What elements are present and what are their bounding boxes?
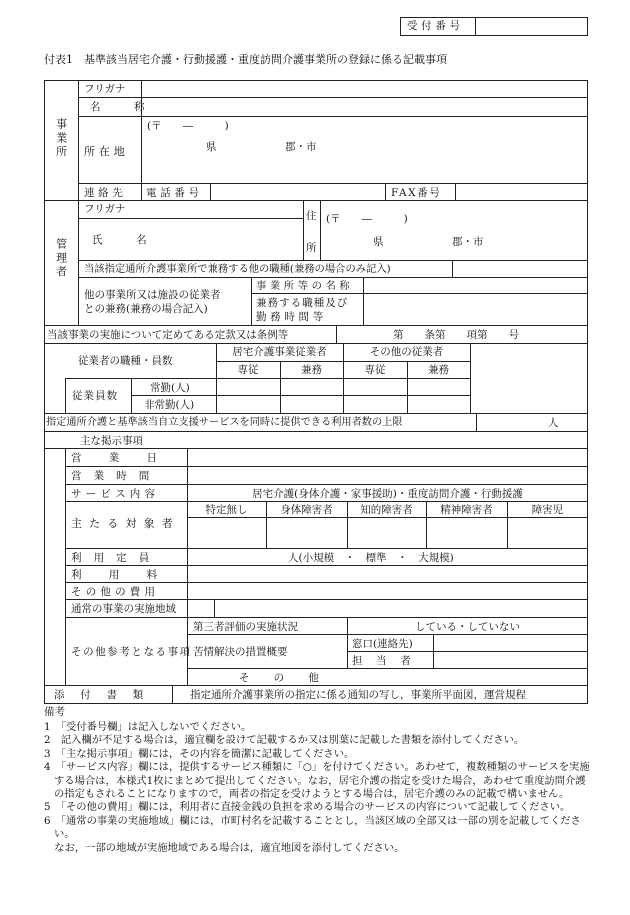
receipt-number-label: 受付番号 bbox=[407, 20, 464, 32]
manager-job-hours-label-2: 勤務時間等 bbox=[256, 311, 327, 323]
manager-job-hours-field[interactable] bbox=[364, 294, 587, 325]
other-label: その他 bbox=[239, 672, 343, 684]
staff-home-care-header: 居宅介護事業従業者 bbox=[232, 346, 327, 358]
staff-home-fulltime-header: 専従 bbox=[237, 364, 259, 376]
office-address-field[interactable] bbox=[142, 117, 587, 182]
capacity-label: 利用定員 bbox=[71, 552, 162, 564]
office-address-label: 所在地 bbox=[84, 145, 129, 158]
staff-part-time-home-concurrent-field[interactable] bbox=[281, 396, 342, 412]
area-field[interactable] bbox=[215, 600, 587, 616]
office-fax-field[interactable] bbox=[456, 184, 587, 200]
note-item: なお，一部の地域が実施地域である場合は，適宜地図を添付してください。 bbox=[44, 841, 405, 854]
other-fee-label: その他の費用 bbox=[71, 586, 160, 598]
area-label: 通常の事業の実施地域 bbox=[71, 603, 176, 615]
other-fee-field[interactable] bbox=[188, 583, 587, 598]
receipt-number-field[interactable] bbox=[476, 18, 587, 35]
person-label: 担当者 bbox=[352, 655, 425, 667]
office-name-label: 名 称 bbox=[90, 101, 157, 113]
office-contact-label: 連絡先 bbox=[84, 187, 127, 199]
business-hours-label: 営業時間 bbox=[71, 470, 162, 482]
target-none-field[interactable] bbox=[188, 518, 265, 547]
office-city: 郡・市 bbox=[285, 141, 317, 153]
target-children-field[interactable] bbox=[508, 518, 587, 547]
note-item: 4 「サービス内容」欄には，提供するサービス種類に「○」を付けてください。あわせて，複数種類のサービスを実施する場合は，本様式1枚にまとめて提出してください。なお，居宅介護の指定を受けた場合，あわせて重度訪問介護の指定もされることになりますので，両者の指定を受けようとする場合は，居宅介護のみの記載で構いません。 bbox=[44, 761, 590, 801]
complaint-label: 苦情解決の措置概要 bbox=[193, 646, 288, 658]
manager-address-field[interactable] bbox=[321, 201, 587, 259]
office-section-label: 事業所 bbox=[54, 118, 68, 160]
manager-other-employee-label-1: 他の事業所又は施設の従業者 bbox=[84, 289, 221, 301]
reference-label: その他参考となる事項 bbox=[71, 646, 192, 658]
attachments-value: 指定通所介護事業所の指定に係る通知の写し，事業所平面図，運営規程 bbox=[190, 689, 526, 701]
target-type-children: 障害児 bbox=[531, 504, 564, 516]
staff-regular-other-concurrent-field[interactable] bbox=[408, 379, 469, 394]
simultaneous-field[interactable] bbox=[477, 414, 549, 431]
simultaneous-label: 指定通所介護と基準該当自立支援サービスを同時に提供できる利用者数の上限 bbox=[46, 417, 403, 428]
manager-section-label: 管理者 bbox=[54, 238, 68, 280]
office-furigana-field[interactable] bbox=[142, 81, 587, 96]
business-hours-field[interactable] bbox=[188, 467, 587, 483]
postings-heading: 主な掲示事項 bbox=[80, 435, 143, 447]
staff-regular-home-concurrent-field[interactable] bbox=[281, 379, 342, 394]
office-phone-label: 電話番号 bbox=[146, 187, 203, 199]
manager-name-label: 氏 名 bbox=[92, 234, 159, 246]
target-mental-field[interactable] bbox=[427, 518, 506, 547]
note-item: 1 「受付番号欄」は記入しないでください。 bbox=[44, 721, 252, 733]
business-days-field[interactable] bbox=[188, 449, 587, 465]
target-intellectual-field[interactable] bbox=[348, 518, 425, 547]
form-title: 付表1 基準該当居宅介護・行動援護・重度訪問介護事業所の登録に係る記載事項 bbox=[44, 53, 447, 66]
note-item: 2 記入欄が不足する場合は，適宜欄を設けて記載するか又は別葉に記載した書類を添付してください。 bbox=[44, 734, 525, 747]
note-item: 3 「主な掲示事項」欄には，その内容を簡潔に記載してください。 bbox=[44, 747, 355, 760]
capacity-value[interactable]: 人(小規模 ・ 標準 ・ 大規模) bbox=[288, 552, 454, 564]
notes-list bbox=[44, 721, 592, 855]
staff-count-label: 従業員数 bbox=[72, 390, 119, 402]
articles-field[interactable] bbox=[337, 326, 587, 343]
manager-facility-name-field[interactable] bbox=[364, 278, 587, 292]
manager-name-field[interactable] bbox=[142, 219, 302, 259]
manager-job-hours-label-1: 兼務する職種及び bbox=[256, 297, 349, 309]
targets-label: 主たる対象者 bbox=[71, 517, 180, 530]
third-party-value[interactable]: している・していない bbox=[415, 621, 520, 633]
person-field[interactable] bbox=[434, 652, 587, 667]
manager-furigana-field[interactable] bbox=[142, 201, 302, 217]
target-physical-field[interactable] bbox=[267, 518, 346, 547]
staff-part-time-home-fulltime-field[interactable] bbox=[217, 396, 279, 412]
target-type-none: 特定無し bbox=[205, 504, 248, 516]
manager-prefecture: 県 bbox=[373, 236, 384, 248]
staff-other-fulltime-header: 専従 bbox=[364, 364, 386, 376]
articles-clauses: 第 条第 項第 号 bbox=[393, 329, 519, 341]
manager-postal: (〒 ― ) bbox=[326, 213, 408, 225]
simultaneous-unit: 人 bbox=[548, 417, 559, 429]
staff-heading: 従業者の職種・員数 bbox=[78, 355, 173, 367]
office-name-field[interactable] bbox=[142, 98, 587, 115]
staff-regular-other-fulltime-field[interactable] bbox=[344, 379, 406, 394]
service-content-label: サービス内容 bbox=[71, 488, 160, 500]
fee-label: 利用料 bbox=[71, 569, 185, 581]
manager-facility-name-label: 事業所等の名称 bbox=[256, 280, 354, 292]
office-furigana-label: フリガナ bbox=[84, 83, 126, 95]
manager-concurrent-position-field[interactable] bbox=[453, 261, 587, 276]
note-item: 6 「通常の事業の実施地域」欄には，市町村名を記載することとし，当該区域の全部又は一部の別を記載してください。 bbox=[44, 814, 581, 841]
staff-other-header: その他の従業者 bbox=[369, 346, 444, 358]
staff-part-time-other-concurrent-field[interactable] bbox=[408, 396, 469, 412]
articles-label: 当該事業の実施について定めてある定款又は条例等 bbox=[47, 329, 289, 341]
manager-furigana-label: フリガナ bbox=[84, 203, 126, 215]
window-field[interactable] bbox=[434, 635, 587, 650]
fee-field[interactable] bbox=[188, 566, 587, 581]
note-item: 5 「その他の費用」欄には，利用者に直接金銭の負担を求める場合のサービスの内容について記載してください。 bbox=[44, 801, 571, 814]
manager-concurrent-position-label: 当該指定通所介護事業所で兼務する他の職種(兼務の場合のみ記入) bbox=[84, 263, 391, 275]
manager-city: 郡・市 bbox=[452, 236, 484, 248]
staff-other-concurrent-header: 兼務 bbox=[428, 364, 449, 376]
staff-part-time-other-fulltime-field[interactable] bbox=[344, 396, 406, 412]
manager-other-employee-label-2: との兼務(兼務の場合記入) bbox=[84, 303, 208, 315]
target-type-physical: 身体障害者 bbox=[280, 504, 333, 516]
manager-address-label-b: 所 bbox=[306, 242, 317, 254]
notes-heading: 備考 bbox=[44, 706, 65, 718]
target-type-mental: 精神障害者 bbox=[440, 504, 493, 516]
attachments-label: 添付書類 bbox=[54, 689, 159, 701]
office-phone-field[interactable] bbox=[211, 184, 384, 200]
other-field[interactable] bbox=[348, 669, 587, 684]
business-days-label: 営業日 bbox=[71, 452, 185, 464]
staff-regular-label: 常勤(人) bbox=[150, 382, 190, 394]
office-postal: (〒 ― ) bbox=[147, 120, 229, 132]
service-content-value[interactable]: 居宅介護(身体介護・家事援助)・重度訪問介護・行動援護 bbox=[252, 488, 523, 500]
staff-home-concurrent-header: 兼務 bbox=[301, 364, 322, 376]
target-type-intellectual: 知的障害者 bbox=[360, 504, 413, 516]
office-prefecture: 県 bbox=[206, 141, 217, 153]
third-party-label: 第三者評価の実施状況 bbox=[193, 621, 298, 633]
staff-part-time-label: 非常勤(人) bbox=[144, 399, 195, 411]
office-fax-label: FAX番号 bbox=[391, 187, 442, 199]
manager-address-label-a: 住 bbox=[306, 210, 317, 222]
staff-regular-home-fulltime-field[interactable] bbox=[217, 379, 279, 394]
window-label: 窓口(連絡先) bbox=[352, 638, 413, 650]
